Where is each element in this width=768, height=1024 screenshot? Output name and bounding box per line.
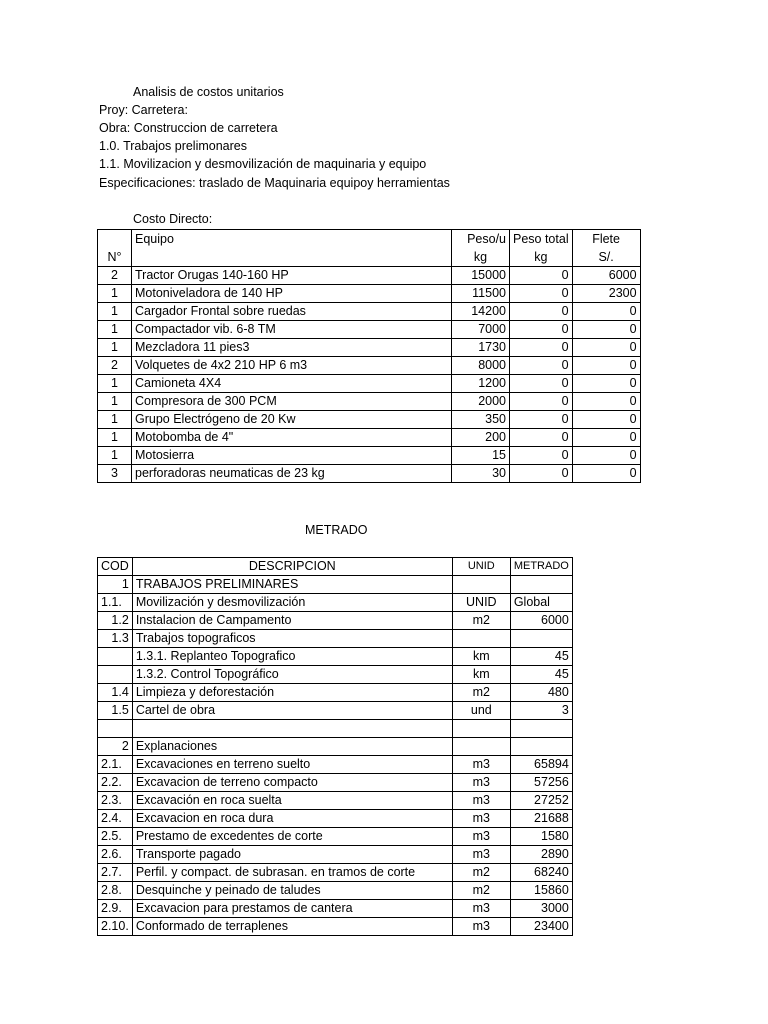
quantity-cell: 65894 [510,756,572,774]
freight-cell: 0 [572,447,640,465]
unit-cell [452,738,510,756]
qty-cell: 1 [98,321,132,339]
code-cell [98,720,133,738]
qty-cell: 1 [98,447,132,465]
description-cell: Excavación en roca suelta [132,792,452,810]
code-cell: 2 [98,738,133,756]
quantity-cell [510,576,572,594]
description-cell: Limpieza y deforestación [132,684,452,702]
header-flete: Flete [572,230,640,249]
equipment-name-cell: Compactador vib. 6-8 TM [132,321,452,339]
equipment-name-cell: Cargador Frontal sobre ruedas [132,303,452,321]
quantity-cell: 1580 [510,828,572,846]
header-equipo: Equipo [132,230,452,267]
unit-cell: km [452,666,510,684]
unit-cell [452,576,510,594]
unit-weight-cell: 8000 [452,357,510,375]
quantity-cell: 3 [510,702,572,720]
header-peso-u-unit: kg [452,248,510,267]
code-cell: 2.5. [98,828,133,846]
total-weight-cell: 0 [510,303,573,321]
quantity-cell: 68240 [510,864,572,882]
spec-line: Especificaciones: traslado de Maquinaria equipoy herramientas [99,176,450,190]
table-row [98,810,573,828]
qty-cell: 2 [98,357,132,375]
unit-weight-cell: 11500 [452,285,510,303]
table-row [98,882,573,900]
freight-cell: 0 [572,321,640,339]
code-cell: 2.4. [98,810,133,828]
table-row [98,375,641,393]
unit-cell: m3 [452,810,510,828]
equipment-name-cell: Compresora de 300 PCM [132,393,452,411]
doc-title: Analisis de costos unitarios [133,85,284,99]
total-weight-cell: 0 [510,267,573,285]
description-cell: Instalacion de Campamento [132,612,452,630]
header-flete-unit: S/. [572,248,640,267]
table-row [98,738,573,756]
unit-cell: UNID [452,594,510,612]
description-cell: Transporte pagado [132,846,452,864]
freight-cell: 0 [572,339,640,357]
header-n: N° [98,230,132,267]
code-cell: 1 [98,576,133,594]
code-cell: 1.5 [98,702,133,720]
freight-cell: 0 [572,465,640,483]
description-cell: Excavaciones en terreno suelto [132,756,452,774]
table-row [98,630,573,648]
code-cell: 2.9. [98,900,133,918]
table-row [98,864,573,882]
metrado-table [97,557,573,936]
equipment-name-cell: Grupo Electrógeno de 20 Kw [132,411,452,429]
qty-cell: 1 [98,303,132,321]
equipment-name-cell: Volquetes de 4x2 210 HP 6 m3 [132,357,452,375]
unit-weight-cell: 200 [452,429,510,447]
unit-cell [452,720,510,738]
table-row [98,267,641,285]
description-cell: Excavacion de terreno compacto [132,774,452,792]
unit-weight-cell: 15000 [452,267,510,285]
equipment-name-cell: perforadoras neumaticas de 23 kg [132,465,452,483]
total-weight-cell: 0 [510,357,573,375]
quantity-cell: 45 [510,666,572,684]
table-row [98,684,573,702]
total-weight-cell: 0 [510,339,573,357]
freight-cell: 6000 [572,267,640,285]
qty-cell: 3 [98,465,132,483]
quantity-cell: Global [510,594,572,612]
unit-cell [452,630,510,648]
qty-cell: 1 [98,375,132,393]
table-row [98,411,641,429]
freight-cell: 0 [572,303,640,321]
qty-cell: 1 [98,285,132,303]
table-row [98,846,573,864]
code-cell: 2.6. [98,846,133,864]
table-row [98,774,573,792]
quantity-cell: 6000 [510,612,572,630]
unit-cell: m3 [452,900,510,918]
code-cell: 2.3. [98,792,133,810]
table-row [98,357,641,375]
quantity-cell: 23400 [510,918,572,936]
freight-cell: 0 [572,357,640,375]
quantity-cell: 3000 [510,900,572,918]
unit-cell: m3 [452,792,510,810]
unit-cell: m2 [452,684,510,702]
quantity-cell: 45 [510,648,572,666]
unit-cell: m3 [452,756,510,774]
table-row [98,303,641,321]
description-cell: Explanaciones [132,738,452,756]
description-cell: 1.3.1. Replanteo Topografico [132,648,452,666]
table-row [98,900,573,918]
table-row [98,720,573,738]
description-cell: Excavacion en roca dura [132,810,452,828]
header-unid: UNID [452,558,510,576]
unit-cell: m3 [452,918,510,936]
table-row [98,666,573,684]
qty-cell: 1 [98,411,132,429]
description-cell: Cartel de obra [132,702,452,720]
table-row [98,447,641,465]
code-cell: 2.2. [98,774,133,792]
header-cod: COD [98,558,133,576]
equipment-name-cell: Motoniveladora de 140 HP [132,285,452,303]
unit-cell: m3 [452,774,510,792]
unit-weight-cell: 30 [452,465,510,483]
header-peso-u: Peso/u [452,230,510,249]
table-row [98,576,573,594]
freight-cell: 2300 [572,285,640,303]
freight-cell: 0 [572,393,640,411]
code-cell: 1.1. [98,594,133,612]
freight-cell: 0 [572,429,640,447]
description-cell: Conformado de terraplenes [132,918,452,936]
quantity-cell: 21688 [510,810,572,828]
code-cell: 1.2 [98,612,133,630]
project-line: Proy: Carretera: [99,103,188,117]
code-cell: 2.1. [98,756,133,774]
header-descripcion: DESCRIPCION [132,558,452,576]
unit-weight-cell: 350 [452,411,510,429]
table-row [98,828,573,846]
equipment-name-cell: Tractor Orugas 140-160 HP [132,267,452,285]
description-cell: Perfil. y compact. de subrasan. en tramos de corte [132,864,452,882]
code-cell: 2.7. [98,864,133,882]
unit-cell: m2 [452,864,510,882]
work-line: Obra: Construccion de carretera [99,121,278,135]
table-row [98,321,641,339]
description-cell: Desquinche y peinado de taludes [132,882,452,900]
total-weight-cell: 0 [510,411,573,429]
table-row [98,465,641,483]
total-weight-cell: 0 [510,447,573,465]
table-row [98,702,573,720]
total-weight-cell: 0 [510,429,573,447]
quantity-cell: 15860 [510,882,572,900]
table-row [98,594,573,612]
total-weight-cell: 0 [510,285,573,303]
unit-weight-cell: 1200 [452,375,510,393]
quantity-cell: 27252 [510,792,572,810]
table-row [98,792,573,810]
table-row [98,285,641,303]
qty-cell: 1 [98,339,132,357]
section-line: 1.0. Trabajos prelimonares [99,139,247,153]
table-row [98,429,641,447]
quantity-cell [510,738,572,756]
description-cell: Trabajos topograficos [132,630,452,648]
code-cell: 2.10. [98,918,133,936]
description-cell: Prestamo de excedentes de corte [132,828,452,846]
table-row [98,918,573,936]
unit-cell: m3 [452,846,510,864]
unit-weight-cell: 15 [452,447,510,465]
unit-cell: und [452,702,510,720]
code-cell [98,648,133,666]
equipment-name-cell: Motosierra [132,447,452,465]
metrado-title: METRADO [305,523,368,537]
freight-cell: 0 [572,411,640,429]
header-metrado: METRADO [510,558,572,576]
description-cell [132,720,452,738]
description-cell: Movilización y desmovilización [132,594,452,612]
quantity-cell [510,720,572,738]
table-row [98,612,573,630]
description-cell: TRABAJOS PRELIMINARES [132,576,452,594]
unit-cell: m2 [452,882,510,900]
table-row [98,339,641,357]
unit-cell: m3 [452,828,510,846]
unit-weight-cell: 14200 [452,303,510,321]
unit-weight-cell: 7000 [452,321,510,339]
subsection-line: 1.1. Movilizacion y desmovilización de maquinaria y equipo [99,157,427,171]
qty-cell: 1 [98,393,132,411]
code-cell: 1.3 [98,630,133,648]
quantity-cell: 480 [510,684,572,702]
unit-cell: km [452,648,510,666]
quantity-cell: 2890 [510,846,572,864]
equipment-table [97,229,641,483]
header-peso-total-unit: kg [510,248,573,267]
table-row [98,648,573,666]
description-cell: 1.3.2. Control Topográfico [132,666,452,684]
quantity-cell: 57256 [510,774,572,792]
equipment-name-cell: Mezcladora 11 pies3 [132,339,452,357]
description-cell: Excavacion para prestamos de cantera [132,900,452,918]
total-weight-cell: 0 [510,393,573,411]
equipment-name-cell: Camioneta 4X4 [132,375,452,393]
total-weight-cell: 0 [510,321,573,339]
unit-cell: m2 [452,612,510,630]
code-cell: 2.8. [98,882,133,900]
code-cell: 1.4 [98,684,133,702]
equipment-name-cell: Motobomba de 4" [132,429,452,447]
total-weight-cell: 0 [510,465,573,483]
header-peso-total: Peso total [510,230,573,249]
qty-cell: 1 [98,429,132,447]
quantity-cell [510,630,572,648]
freight-cell: 0 [572,375,640,393]
qty-cell: 2 [98,267,132,285]
table-row [98,393,641,411]
table-row [98,756,573,774]
total-weight-cell: 0 [510,375,573,393]
direct-cost-label: Costo Directo: [133,212,213,226]
unit-weight-cell: 1730 [452,339,510,357]
code-cell [98,666,133,684]
unit-weight-cell: 2000 [452,393,510,411]
